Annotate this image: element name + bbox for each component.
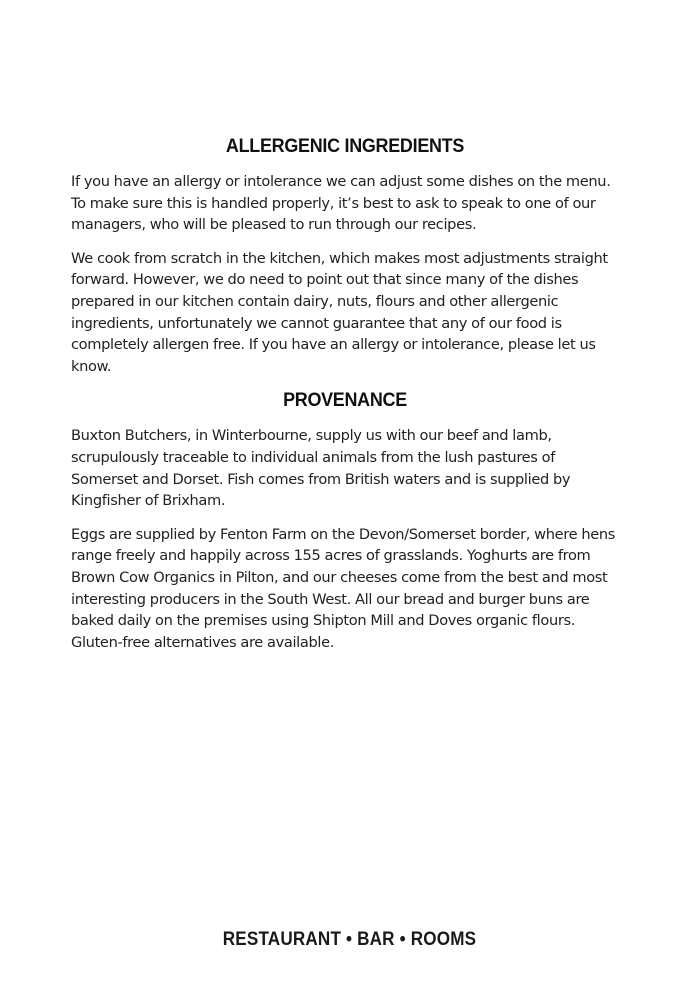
page-content bbox=[71, 133, 619, 653]
provenance-heading: PROVENANCE bbox=[283, 389, 407, 412]
allergens-section bbox=[71, 133, 619, 377]
footer-tagline: RESTAURANT • BAR • ROOMS bbox=[222, 929, 477, 950]
provenance-paragraph-2: Eggs are supplied by Fenton Farm on the Devon/Somerset border, where hens range freely and happily across 155 acres of grasslands. Yoghurts are from Brown Cow Organics in Pilton, and our cheeses come from the best and most interesting producers in the South West. All our bread and burger buns are baked daily on the premises using Shipton Mill and Doves organic flours. Gluten-free alternatives are available. bbox=[71, 525, 616, 651]
provenance-section bbox=[71, 387, 619, 653]
allergens-paragraph-1: If you have an allergy or intolerance we can adjust some dishes on the menu. To make sure this is handled properly, it’s best to ask to speak to one of our managers, who will be pleased to run through our recipes. bbox=[71, 173, 611, 234]
allergens-paragraph-2: We cook from scratch in the kitchen, which makes most adjustments straight forward. However, we do need to point out that since many of the dishes prepared in our kitchen contain dairy, nuts, flours and other allergenic ingredients, unfortunately we cannot guarantee that any of our food is completely allergen free. If you have an allergy or intolerance, please let us know. bbox=[71, 249, 608, 375]
allergens-heading: ALLERGENIC INGREDIENTS bbox=[225, 135, 465, 157]
provenance-paragraph-1: Buxton Butchers, in Winterbourne, supply us with our beef and lamb, scrupulously traceable to individual animals from the lush pastures of Somerset and Dorset. Fish comes from British waters and is supplied by Kingfisher of Brixham. bbox=[71, 427, 571, 510]
